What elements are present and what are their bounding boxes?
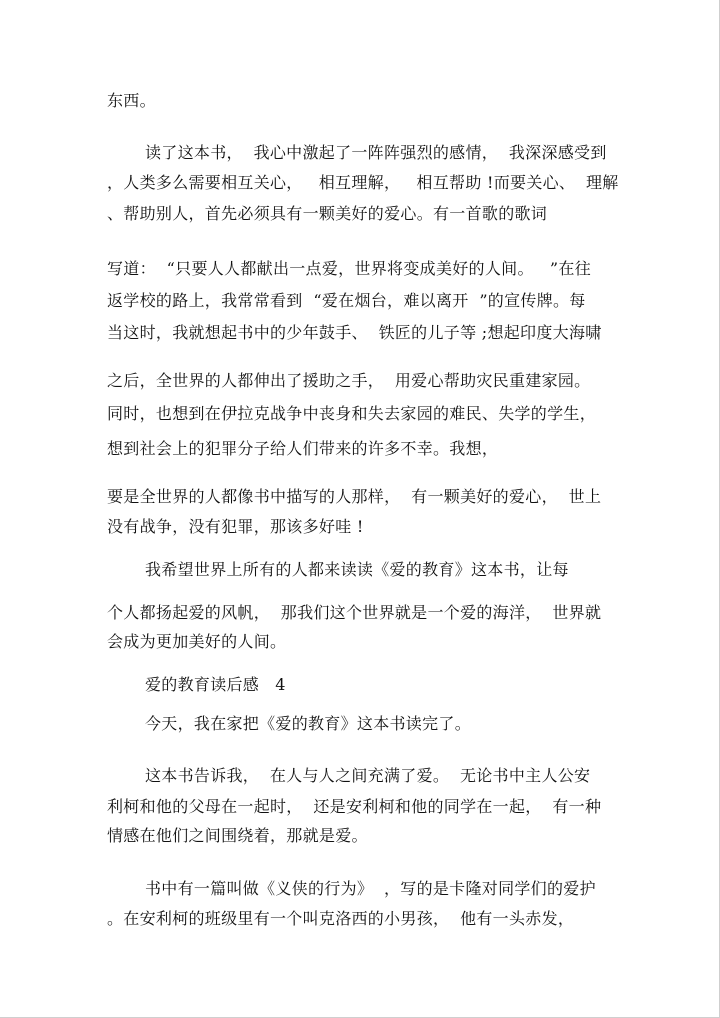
text-line: 当这时，我就想起书中的少年鼓手、 铁匠的儿子等 ;想起印度大海啸 (107, 323, 602, 342)
text-line: 同时，也想到在伊拉克战争中丧身和失去家园的难民、失学的学生， (107, 404, 597, 423)
text-line: 利柯和他的父母在一起时， 还是安利柯和他的同学在一起， 有一种 (107, 797, 602, 816)
text-line: 今天，我在家把《爱的教育》这本书读完了。 (145, 714, 472, 733)
text-line: 写道： “只要人人都献出一点爱，世界将变成美好的人间。 ”在往 (107, 259, 591, 278)
text-line: 返学校的路上，我常常看到 “爱在烟台，难以离开 ”的宣传牌。每 (107, 291, 586, 310)
text-line: 会成为更加美好的人间。 (107, 632, 287, 651)
text-line: 情感在他们之间围绕着，那就是爱。 (107, 826, 368, 845)
text-line: 我希望世界上所有的人都来读读《爱的教育》这本书，让每 (145, 560, 569, 579)
text-line: 之后，全世界的人都伸出了援助之手， 用爱心帮助灾民重建家园。 (107, 371, 591, 390)
section-heading: 爱的教育读后感 4 (145, 675, 286, 694)
text-line: 、帮助别人，首先必须具有一颗美好的爱心。有一首歌的歌词 (107, 204, 548, 223)
text-line: ，人类多么需要相互关心， 相互理解， 相互帮助 !而要关心、 理解 (107, 173, 619, 192)
text-line: 没有战争，没有犯罪，那该多好哇 ! (107, 517, 364, 536)
text-line: 。在安利柯的班级里有一个叫克洛西的小男孩， 他有一头赤发， (107, 909, 575, 928)
text-line: 读了这本书， 我心中激起了一阵阵强烈的感情， 我深深感受到 (145, 143, 607, 162)
text-line: 个人都扬起爱的风帆， 那我们这个世界就是一个爱的海洋， 世界就 (107, 603, 602, 622)
text-line: 这本书告诉我， 在人与人之间充满了爱。 无论书中主人公安 (145, 766, 591, 785)
text-line: 要是全世界的人都像书中描写的人那样， 有一颗美好的爱心， 世上 (107, 487, 602, 506)
text-line: 东西。 (107, 91, 156, 110)
text-line: 书中有一篇叫做《义侠的行为》 ，写的是卡隆对同学们的爱护 (145, 879, 596, 898)
text-line: 想到社会上的犯罪分子给人们带来的许多不幸。我想， (107, 439, 499, 458)
